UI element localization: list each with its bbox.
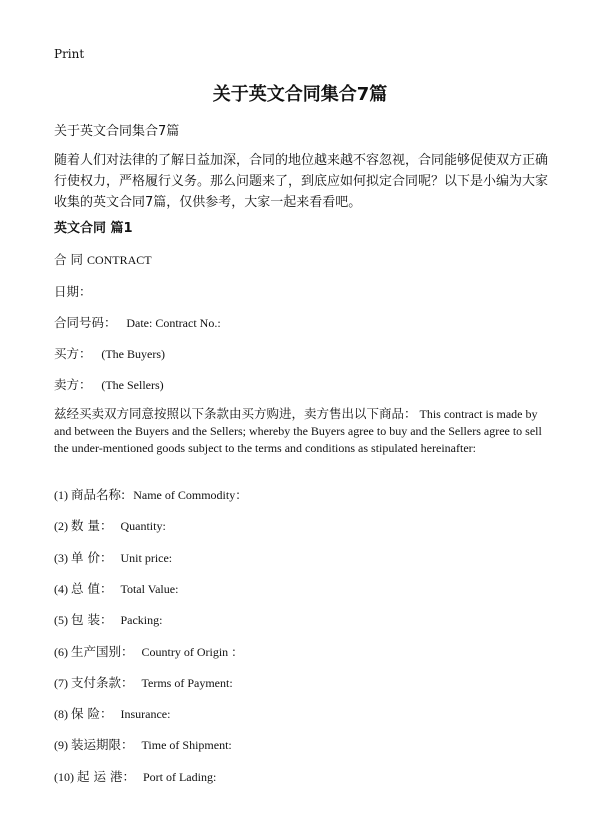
contract-item-number: (5) [54,613,71,628]
document-subtitle: 关于英文合同集合7篇 [54,124,180,139]
contract-item-label-en: Terms of Payment: [141,675,233,690]
contract-number-zh: 合同号码： [54,315,117,330]
date-label: 日期： [54,284,92,299]
contract-item [54,767,216,785]
contract-item [54,516,166,534]
contract-item-number: (10) [54,769,77,784]
contract-item-label-en: Country of Origin ： [141,644,244,659]
contract-item-label-en: Total Value: [120,581,179,596]
contract-number-line [54,313,221,331]
buyer-line [54,344,165,362]
buyer-en: (The Buyers) [101,347,165,361]
seller-en: (The Sellers) [101,378,164,392]
contract-item-label-en: Name of Commodity： [133,488,248,502]
contract-item-number: (6) [54,644,71,659]
contract-item [54,642,243,660]
contract-item [54,610,162,628]
contract-item-number: (4) [54,581,71,596]
print-label: Print [54,47,85,61]
contract-item [54,579,178,597]
contract-item [54,485,247,503]
contract-item-number: (7) [54,675,71,690]
terms-en: This contract is made by and between the Buyers and the Sellers; whereby the Buyers agree to buy and the Sellers agree to sell the under-mentioned goods subject to the terms and conditions as stipulated hereinafter: [54,407,542,455]
intro-paragraph: 随着人们对法律的了解日益加深，合同的地位越来越不容忽视，合同能够促使双方正确行使权力，严格履行义务。那么问题来了，到底应如何拟定合同呢？以下是小编为大家收集的英文合同7篇，仅供参考，大家一起来看看吧。 [54,153,549,210]
contract-item-label-zh: 装运期限： [71,737,134,753]
terms-zh: 兹经买卖双方同意按照以下条款由买方购进，卖方售出以下商品： [54,406,417,421]
contract-heading-zh: 合 同 [54,252,87,267]
terms-paragraph [54,405,549,457]
seller-line [54,375,164,393]
contract-item-label-zh: 包 装： [71,612,113,628]
contract-item-number: (8) [54,707,71,722]
contract-item-label-zh: 支付条款： [71,674,134,690]
contract-item-label-zh: 起 运 港： [77,768,135,784]
contract-item [54,673,233,691]
contract-item-number: (2) [54,519,71,534]
contract-item [54,704,170,722]
contract-item-number: (3) [54,550,71,565]
contract-heading-en: CONTRACT [86,253,152,267]
contract-item-label-en: Packing: [120,613,163,628]
contract-item-label-zh: 总 值： [71,580,113,596]
contract-item [54,548,172,566]
contract-item-label-zh: 商品名称: [71,487,126,502]
document-title: 关于英文合同集合7篇 [212,84,388,105]
contract-item-label-zh: 单 价： [71,549,113,565]
contract-item [54,735,232,753]
section-heading: 英文合同 篇1 [54,221,133,236]
contract-item-label-en: Port of Lading: [142,769,217,784]
contract-item-label-zh: 保 险： [71,706,113,722]
seller-zh: 卖方： [54,377,92,392]
contract-item-number: (9) [54,738,71,753]
date-line [54,282,92,300]
contract-item-label-en: Insurance: [120,707,171,722]
buyer-zh: 买方： [54,346,92,361]
contract-item-number: (1) [54,488,71,502]
contract-item-label-zh: 数 量： [71,518,113,534]
contract-number-en: Date: Contract No.: [126,316,221,330]
contract-item-label-en: Time of Shipment: [141,738,232,753]
contract-heading [54,250,152,268]
contract-item-label-en: Quantity: [120,519,166,534]
contract-item-label-en: Unit price: [120,550,173,565]
contract-item-label-zh: 生产国别： [71,643,134,659]
